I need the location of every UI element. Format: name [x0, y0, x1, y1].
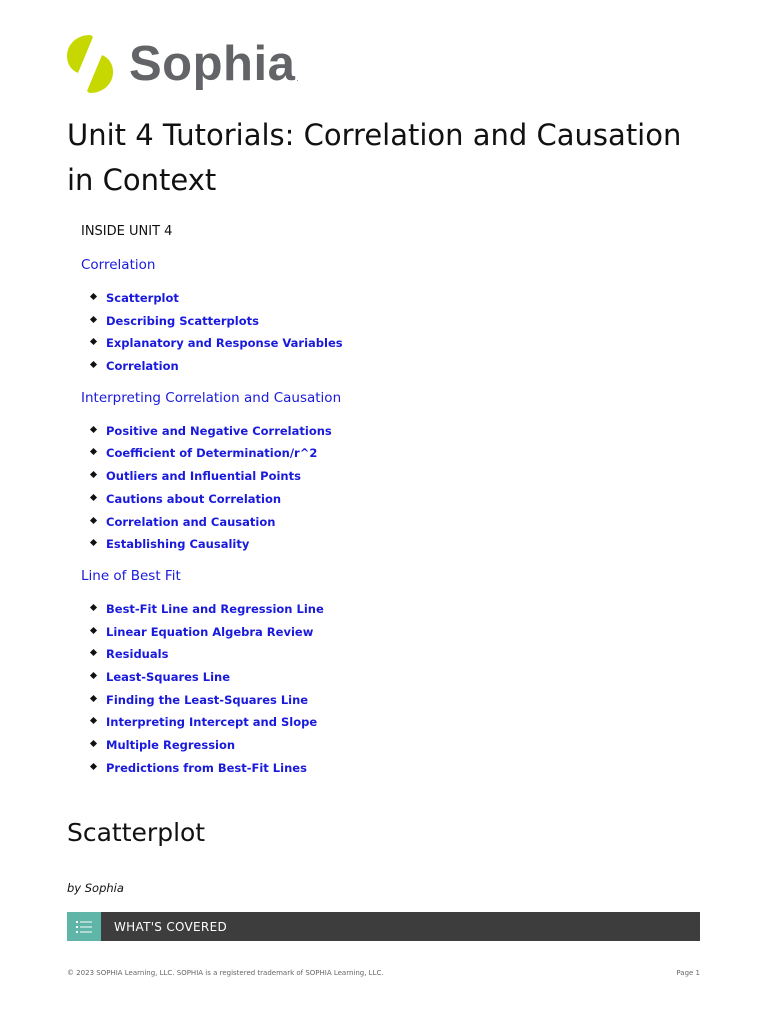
whats-covered-label: WHAT'S COVERED: [114, 919, 227, 934]
toc-list-item: [81, 532, 681, 555]
sophia-logo-icon: [67, 33, 113, 95]
registered-mark: .: [296, 75, 299, 83]
toc-list-item: [81, 733, 681, 756]
toc-list-item: [81, 354, 681, 377]
diamond-bullet-icon: [90, 717, 97, 724]
diamond-bullet-icon: [90, 448, 97, 455]
toc-list-item: [81, 331, 681, 354]
toc-tutorial-link[interactable]: Describing Scatterplots: [106, 313, 259, 328]
inside-unit-label: INSIDE UNIT 4: [81, 224, 173, 239]
toc-tutorial-link[interactable]: Finding the Least-Squares Line: [106, 692, 309, 707]
list-icon: [67, 912, 101, 941]
toc-list-item: [81, 665, 681, 688]
toc-section-list: [81, 419, 681, 555]
toc-tutorial-link[interactable]: Correlation and Causation: [106, 514, 276, 529]
sophia-logo: [67, 33, 299, 95]
diamond-bullet-icon: [90, 338, 97, 345]
toc-tutorial-link[interactable]: Scatterplot: [106, 291, 179, 305]
toc-list-item: [81, 620, 681, 643]
toc-sections: [81, 254, 681, 778]
toc-list-item: [81, 710, 681, 733]
footer-copyright: © 2023 SOPHIA Learning, LLC. SOPHIA is a registered trademark of SOPHIA Learning, LLC.: [67, 969, 384, 977]
diamond-bullet-icon: [90, 316, 97, 323]
sophia-wordmark: Sophia: [129, 36, 296, 91]
diamond-bullet-icon: [90, 494, 97, 501]
toc-section-link[interactable]: Line of Best Fit: [81, 567, 181, 584]
toc-tutorial-link[interactable]: Explanatory and Response Variables: [106, 336, 343, 351]
toc-list-item: [81, 441, 681, 464]
toc-tutorial-link[interactable]: Residuals: [106, 647, 169, 662]
diamond-bullet-icon: [90, 539, 97, 546]
toc-section-link[interactable]: Correlation: [81, 257, 156, 273]
lesson-title: Scatterplot: [67, 818, 206, 847]
toc-tutorial-link[interactable]: Predictions from Best-Fit Lines: [106, 760, 307, 775]
diamond-bullet-icon: [90, 361, 97, 368]
diamond-bullet-icon: [90, 740, 97, 747]
toc-list-item: [81, 756, 681, 779]
diamond-bullet-icon: [90, 516, 97, 523]
unit-table-of-contents: [81, 222, 681, 778]
toc-tutorial-link[interactable]: Positive and Negative Correlations: [106, 423, 332, 438]
toc-tutorial-link[interactable]: Multiple Regression: [106, 738, 236, 752]
diamond-bullet-icon: [90, 695, 97, 702]
unit-title: Unit 4 Tutorials: Correlation and Causation in Context: [67, 118, 682, 197]
toc-list-item: [81, 309, 681, 332]
page-number: Page 1: [676, 969, 700, 977]
toc-list-item: [81, 642, 681, 665]
toc-list-item: [81, 597, 681, 620]
diamond-bullet-icon: [90, 763, 97, 770]
toc-section-link[interactable]: Interpreting Correlation and Causation: [81, 389, 342, 406]
toc-tutorial-link[interactable]: Establishing Causality: [106, 537, 250, 552]
toc-tutorial-link[interactable]: Coefficient of Determination/r^2: [106, 446, 318, 461]
toc-tutorial-link[interactable]: Outliers and Influential Points: [106, 469, 301, 484]
toc-list-item: [81, 688, 681, 711]
toc-tutorial-link[interactable]: Linear Equation Algebra Review: [106, 624, 314, 639]
diamond-bullet-icon: [90, 649, 97, 656]
toc-tutorial-link[interactable]: Cautions about Correlation: [106, 491, 282, 506]
diamond-bullet-icon: [90, 604, 97, 611]
whats-covered-bar[interactable]: [67, 912, 700, 941]
diamond-bullet-icon: [90, 672, 97, 679]
toc-list-item: [81, 286, 681, 309]
toc-tutorial-link[interactable]: Least-Squares Line: [106, 669, 231, 684]
diamond-bullet-icon: [90, 471, 97, 478]
toc-list-item: [81, 510, 681, 533]
toc-section-list: [81, 597, 681, 779]
byline: by Sophia: [67, 881, 124, 895]
toc-list-item: [81, 487, 681, 510]
toc-section-list: [81, 286, 681, 377]
toc-tutorial-link[interactable]: Interpreting Intercept and Slope: [106, 715, 318, 730]
diamond-bullet-icon: [90, 627, 97, 634]
toc-tutorial-link[interactable]: Correlation: [106, 359, 179, 374]
diamond-bullet-icon: [90, 426, 97, 433]
toc-list-item: [81, 419, 681, 442]
toc-list-item: [81, 464, 681, 487]
toc-tutorial-link[interactable]: Best-Fit Line and Regression Line: [106, 601, 324, 616]
diamond-bullet-icon: [90, 293, 97, 300]
